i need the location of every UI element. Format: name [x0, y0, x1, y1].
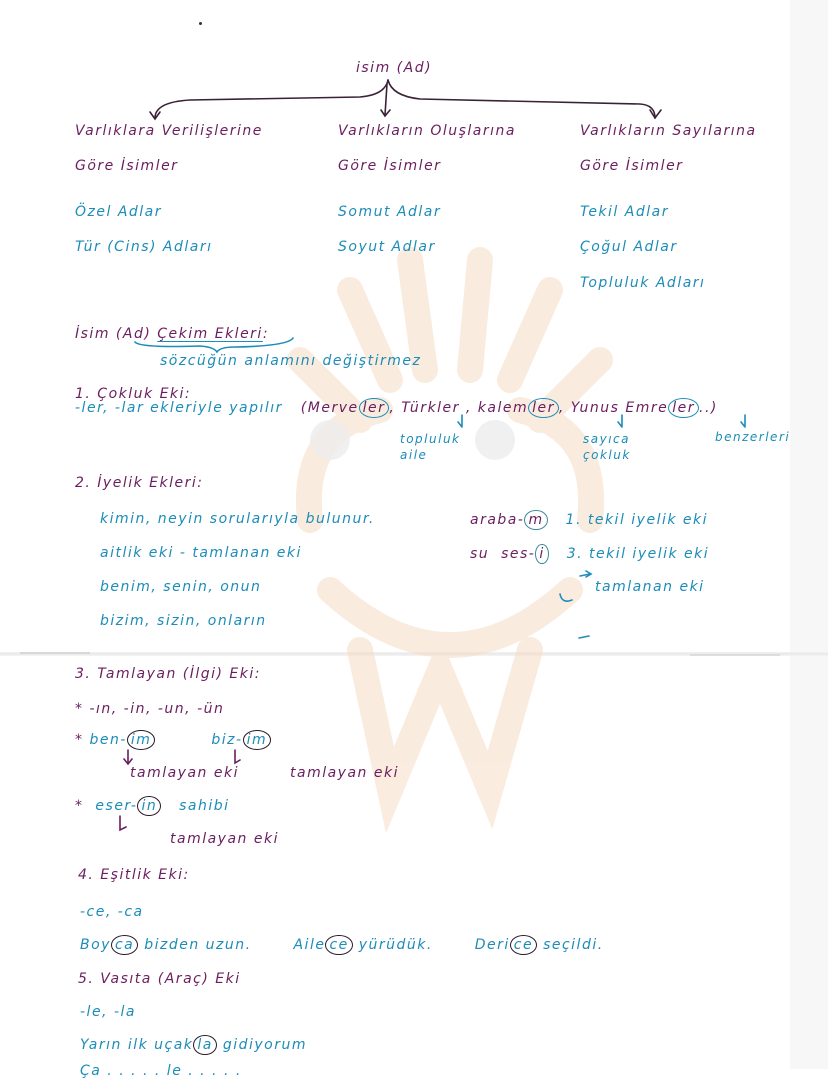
col2-heading-1: Varlıkların Oluşlarına — [338, 123, 516, 139]
s2-example-1: araba- m 1. tekil iyelik eki — [470, 512, 709, 528]
s2-line: benim, senin, onun — [100, 579, 262, 595]
s5-example-1: Yarın ilk uçak la gidiyorum — [80, 1037, 308, 1053]
s1-ann2-line1: sayıca — [583, 432, 630, 446]
s4-examples: Boy ca bizden uzun. Aile ce yürüdük. Deri ce seçildi. — [80, 937, 604, 953]
s2-line: bizim, sizin, onların — [100, 613, 267, 629]
s3-suffixes: * -ın, -in, -un, -ün — [75, 701, 225, 717]
col3-heading-1: Varlıkların Sayılarına — [580, 123, 757, 139]
col1-item: Özel Adlar — [75, 204, 163, 220]
s1-ann2-line2: çokluk — [583, 448, 631, 462]
seam-mark-left — [20, 652, 90, 654]
s1-examples: (Merve ler , Türkler , kalem ler , Yunus Emre ler ..) — [300, 400, 718, 416]
s2-line: kimin, neyin sorularıyla bulunur. — [100, 511, 375, 527]
col2-item: Soyut Adlar — [338, 239, 436, 255]
circled-suffix: ce — [325, 935, 352, 955]
circled-suffix: ler — [528, 398, 559, 418]
s3-ex3-label: tamlayan eki — [170, 831, 279, 847]
s3-title: 3. Tamlayan (İlgi) Eki: — [75, 666, 261, 682]
circled-suffix: la — [193, 1035, 216, 1055]
s3-example-3: * eser- in sahibi — [75, 798, 230, 814]
circled-suffix: ler — [668, 398, 699, 418]
circled-suffix: m — [524, 510, 547, 530]
s1-ann3: benzerleri — [715, 430, 791, 444]
col1-heading-1: Varlıklara Verilişlerine — [75, 123, 263, 139]
cekim-heading: İsim (Ad) Çekim Ekleri: — [75, 326, 270, 342]
s1-ann1-line1: topluluk — [400, 432, 461, 446]
circled-suffix: im — [243, 730, 272, 750]
page-edge — [790, 0, 828, 1069]
col1-heading-2: Göre İsimler — [75, 158, 179, 174]
seam-mark-right — [690, 654, 780, 656]
s5-example-2-partial: Ça . . . . . le . . . . . — [80, 1063, 242, 1079]
s2-example-2-sub: tamlanan eki — [595, 579, 705, 595]
s1-line: -ler, -lar ekleriyle yapılır (Merve ler , Türkler , kalem ler , Yunus Emre ler ..) — [75, 400, 718, 416]
cekim-underlined: Çekim Ekleri — [157, 326, 263, 342]
s3-ex2-label: tamlayan eki — [290, 765, 399, 781]
col2-item: Somut Adlar — [338, 204, 442, 220]
s2-example-2: su ses- i 3. tekil iyelik eki — [470, 546, 710, 562]
s1-ann1-line2: aile — [400, 448, 428, 462]
circled-suffix: im — [127, 730, 156, 750]
cekim-note: sözcüğün anlamını değiştirmez — [160, 353, 422, 369]
circled-suffix: ler — [359, 398, 390, 418]
s1-title: 1. Çokluk Eki: — [75, 386, 192, 402]
col2-heading-2: Göre İsimler — [338, 158, 442, 174]
col3-item: Çoğul Adlar — [580, 239, 678, 255]
s5-title: 5. Vasıta (Araç) Eki — [78, 971, 241, 987]
s5-suffixes: -le, -la — [80, 1004, 136, 1020]
page-title: isim (Ad) — [356, 60, 433, 76]
s2-title: 2. İyelik Ekleri: — [75, 475, 204, 491]
col3-item: Topluluk Adları — [580, 275, 706, 291]
circled-suffix: ca — [111, 935, 138, 955]
s4-suffixes: -ce, -ca — [80, 904, 144, 920]
col3-item: Tekil Adlar — [580, 204, 669, 220]
s4-title: 4. Eşitlik Eki: — [78, 867, 190, 883]
circled-suffix: ce — [510, 935, 537, 955]
s3-example-row: * ben- im biz- im — [75, 730, 271, 750]
s3-ex1-label: tamlayan eki — [130, 765, 239, 781]
ink-dot — [199, 22, 202, 25]
col1-item: Tür (Cins) Adları — [75, 239, 213, 255]
circled-suffix: in — [137, 796, 161, 816]
col3-heading-2: Göre İsimler — [580, 158, 684, 174]
s2-line: aitlik eki - tamlanan eki — [100, 545, 302, 561]
circled-suffix: i — [535, 544, 548, 564]
